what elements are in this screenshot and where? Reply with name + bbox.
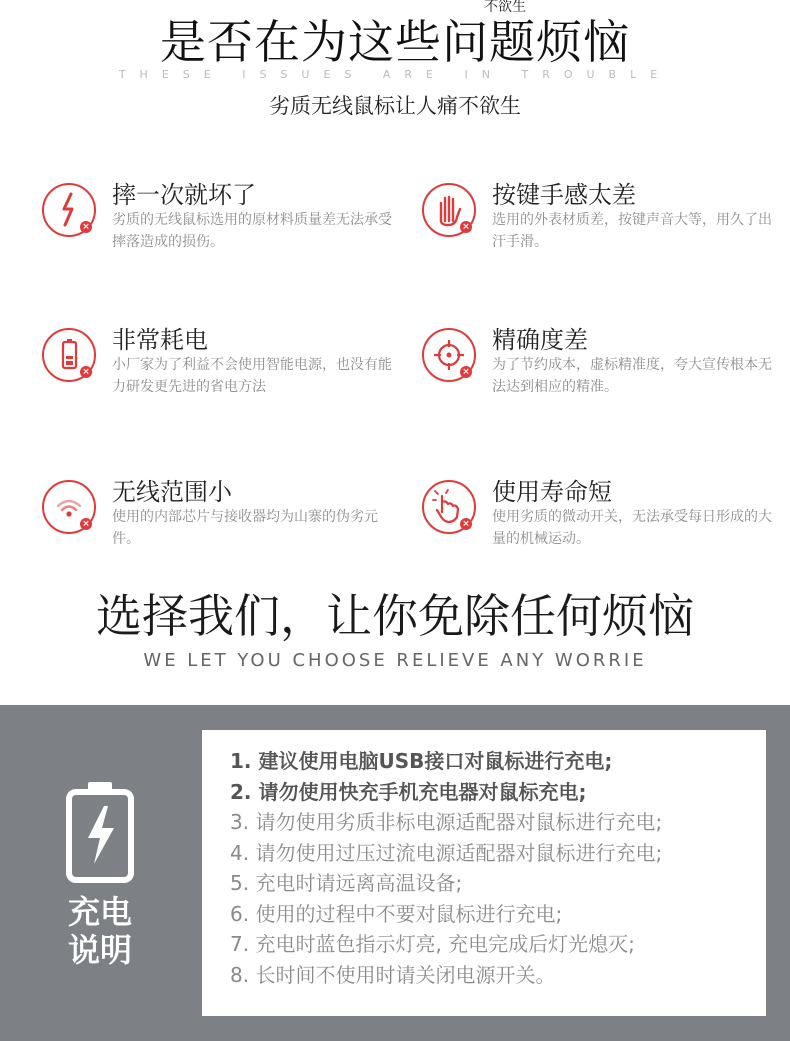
issue-desc: 使用的内部芯片与接收器均为山寨的伪劣元件。 — [112, 509, 378, 547]
charging-instructions-panel — [202, 730, 766, 1016]
x-badge-icon: × — [460, 518, 472, 530]
subtitle: 劣质无线鼠标让人痛不欲生 — [269, 94, 521, 118]
x-badge-icon: × — [460, 221, 472, 233]
x-badge-icon: × — [80, 518, 92, 530]
issue-desc: 为了节约成本，虚标精准度，夸大宣传根本无法达到相应的精准。 — [492, 357, 772, 395]
issue-title: 摔一次就坏了 — [112, 181, 256, 209]
instruction-item: 8. 长时间不使用时请关闭电源开关。 — [230, 962, 556, 987]
issue-item-lifespan — [422, 472, 782, 582]
issue-title: 非常耗电 — [112, 326, 208, 354]
issue-title: 按键手感太差 — [492, 181, 636, 209]
instruction-item: 2. 请勿使用快充手机充电器对鼠标充电; — [230, 779, 587, 804]
x-badge-icon: × — [80, 221, 92, 233]
charging-title-line2: 说明 — [67, 931, 132, 969]
charging-title — [52, 893, 148, 969]
issue-title: 使用寿命短 — [492, 478, 612, 506]
issue-desc: 小厂家为了利益不会使用智能电源，也没有能力研发更先进的省电方法 — [112, 357, 392, 395]
issue-desc: 使用劣质的微动开关，无法承受每日形成的大量的机械运动。 — [492, 509, 772, 547]
issue-title: 无线范围小 — [112, 478, 232, 506]
title-overlay-text: 不欲生 — [484, 0, 526, 15]
x-badge-icon: × — [80, 366, 92, 378]
choose-us-english: WE LET YOU CHOOSE RELIEVE ANY WORRIE — [143, 650, 647, 671]
choose-us-title: 选择我们，让你免除任何烦恼 — [96, 589, 694, 643]
header — [0, 0, 790, 130]
x-badge-icon: × — [460, 366, 472, 378]
instruction-item: 6. 使用的过程中不要对鼠标进行充电; — [230, 901, 563, 926]
english-subtitle: THESE ISSUES ARE IN TROUBLE — [118, 68, 672, 81]
issue-desc: 选用的外表材质差，按键声音大等，用久了出汗手滑。 — [492, 212, 772, 250]
issue-item-range — [42, 472, 402, 582]
instruction-item: 7. 充电时蓝色指示灯亮, 充电完成后灯光熄灭; — [230, 932, 635, 956]
issue-item-drop — [42, 175, 402, 285]
battery-charging-icon — [64, 780, 136, 884]
issue-desc: 劣质的无线鼠标选用的原材料质量差无法承受摔落造成的损伤。 — [112, 212, 392, 250]
issue-item-buttons — [422, 175, 782, 285]
instruction-item: 5. 充电时请远离高温设备; — [230, 871, 463, 895]
page-title: 是否在为这些问题烦恼 — [160, 15, 630, 69]
issue-title: 精确度差 — [492, 326, 588, 354]
instruction-item: 3. 请勿使用劣质非标电源适配器对鼠标进行充电; — [230, 810, 663, 834]
issue-item-power — [42, 320, 402, 430]
instructions-list — [202, 730, 766, 990]
instruction-item: 1. 建议使用电脑USB接口对鼠标进行充电; — [230, 749, 613, 773]
charging-title-line1: 充电 — [67, 893, 132, 931]
instruction-item: 4. 请勿使用过压过流电源适配器对鼠标进行充电; — [230, 840, 663, 865]
issue-item-precision — [422, 320, 782, 430]
